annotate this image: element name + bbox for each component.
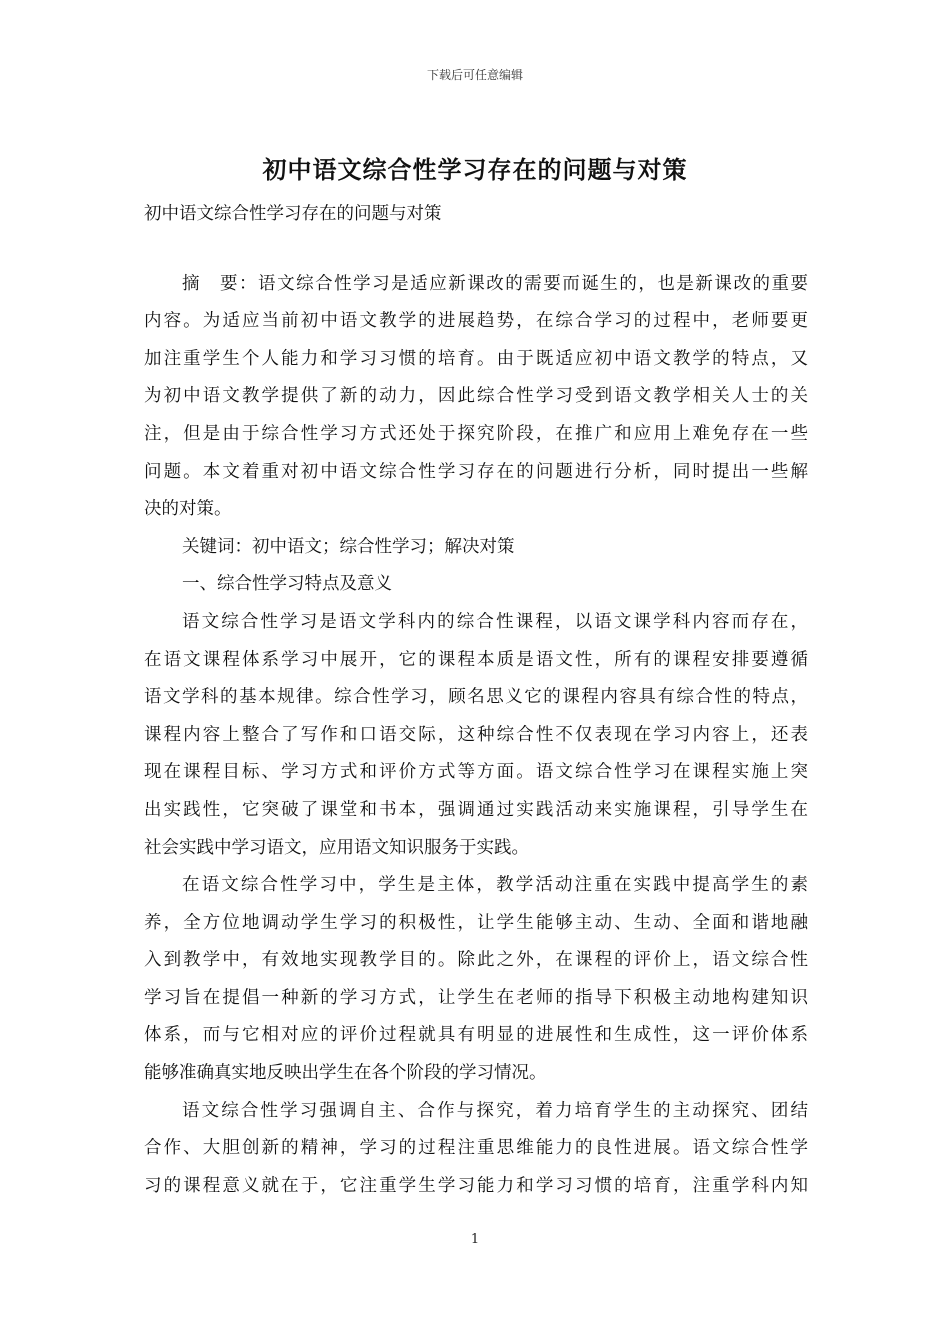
paragraph-line: 学习旨在提倡一种新的学习方式，让学生在老师的指导下积极主动地构建知识 xyxy=(144,987,808,1008)
keywords-line: 关键词：初中语文；综合性学习；解决对策 xyxy=(182,536,515,557)
paragraph-line: 语文学科的基本规律。综合性学习，顾名思义它的课程内容具有综合性的特点， xyxy=(144,687,808,708)
section-heading: 一、综合性学习特点及意义 xyxy=(182,574,392,595)
document-body xyxy=(144,196,808,1205)
page-number: 1 xyxy=(470,1232,480,1247)
abstract-line: 决的对策。 xyxy=(144,499,232,520)
abstract-line: 内容。为适应当前初中语文教学的进展趋势，在综合学习的过程中，老师要更 xyxy=(144,311,808,332)
blank-line xyxy=(144,234,808,266)
abstract-paragraph xyxy=(144,266,808,529)
paragraph-line: 语文综合性学习是语文学科内的综合性课程，以语文课学科内容而存在， xyxy=(182,611,808,632)
body-paragraph-1 xyxy=(144,604,808,867)
paragraph-line: 现在课程目标、学习方式和评价方式等方面。语文综合性学习在课程实施上突 xyxy=(144,762,808,783)
paragraph-line: 养，全方位地调动学生学习的积极性，让学生能够主动、生动、全面和谐地融 xyxy=(144,912,808,933)
abstract-line: 摘 要：语文综合性学习是适应新课改的需要而诞生的，也是新课改的重要 xyxy=(182,273,808,294)
paragraph-line: 能够准确真实地反映出学生在各个阶段的学习情况。 xyxy=(144,1063,547,1084)
paragraph-line: 课程内容上整合了写作和口语交际，这种综合性不仅表现在学习内容上，还表 xyxy=(144,724,808,745)
paragraph-line: 在语文综合性学习中，学生是主体，教学活动注重在实践中提高学生的素 xyxy=(182,875,808,896)
paragraph-line: 习的课程意义就在于，它注重学生学习能力和学习习惯的培育，注重学科内知 xyxy=(144,1175,808,1196)
paragraph-line: 体系，而与它相对应的评价过程就具有明显的进展性和生成性，这一评价体系 xyxy=(144,1025,808,1046)
abstract-line: 问题。本文着重对初中语文综合性学习存在的问题进行分析，同时提出一些解 xyxy=(144,461,808,482)
paragraph-line: 合作、大胆创新的精神，学习的过程注重思维能力的良性进展。语文综合性学 xyxy=(144,1138,808,1159)
document-title: 初中语文综合性学习存在的问题与对策 xyxy=(262,155,688,184)
paragraph-line: 语文综合性学习强调自主、合作与探究，着力培育学生的主动探究、团结 xyxy=(182,1100,808,1121)
paragraph-line: 入到教学中，有效地实现教学目的。除此之外，在课程的评价上，语文综合性 xyxy=(144,950,808,971)
paragraph-line: 出实践性，它突破了课堂和书本，强调通过实践活动来实施课程，引导学生在 xyxy=(144,799,808,820)
paragraph-line: 在语文课程体系学习中展开，它的课程本质是语文性，所有的课程安排要遵循 xyxy=(144,649,808,670)
abstract-line: 为初中语文教学提供了新的动力，因此综合性学习受到语文教学相关人士的关 xyxy=(144,386,808,407)
paragraph-line: 社会实践中学习语文，应用语文知识服务于实践。 xyxy=(144,837,529,858)
header-note: 下载后可任意编辑 xyxy=(426,68,523,82)
body-paragraph-3 xyxy=(144,1093,808,1206)
abstract-line: 加注重学生个人能力和学习习惯的培育。由于既适应初中语文教学的特点，又 xyxy=(144,348,808,369)
document-subtitle: 初中语文综合性学习存在的问题与对策 xyxy=(144,204,442,224)
abstract-line: 注，但是由于综合性学习方式还处于探究阶段，在推广和应用上难免存在一些 xyxy=(144,423,808,444)
body-paragraph-2 xyxy=(144,867,808,1093)
